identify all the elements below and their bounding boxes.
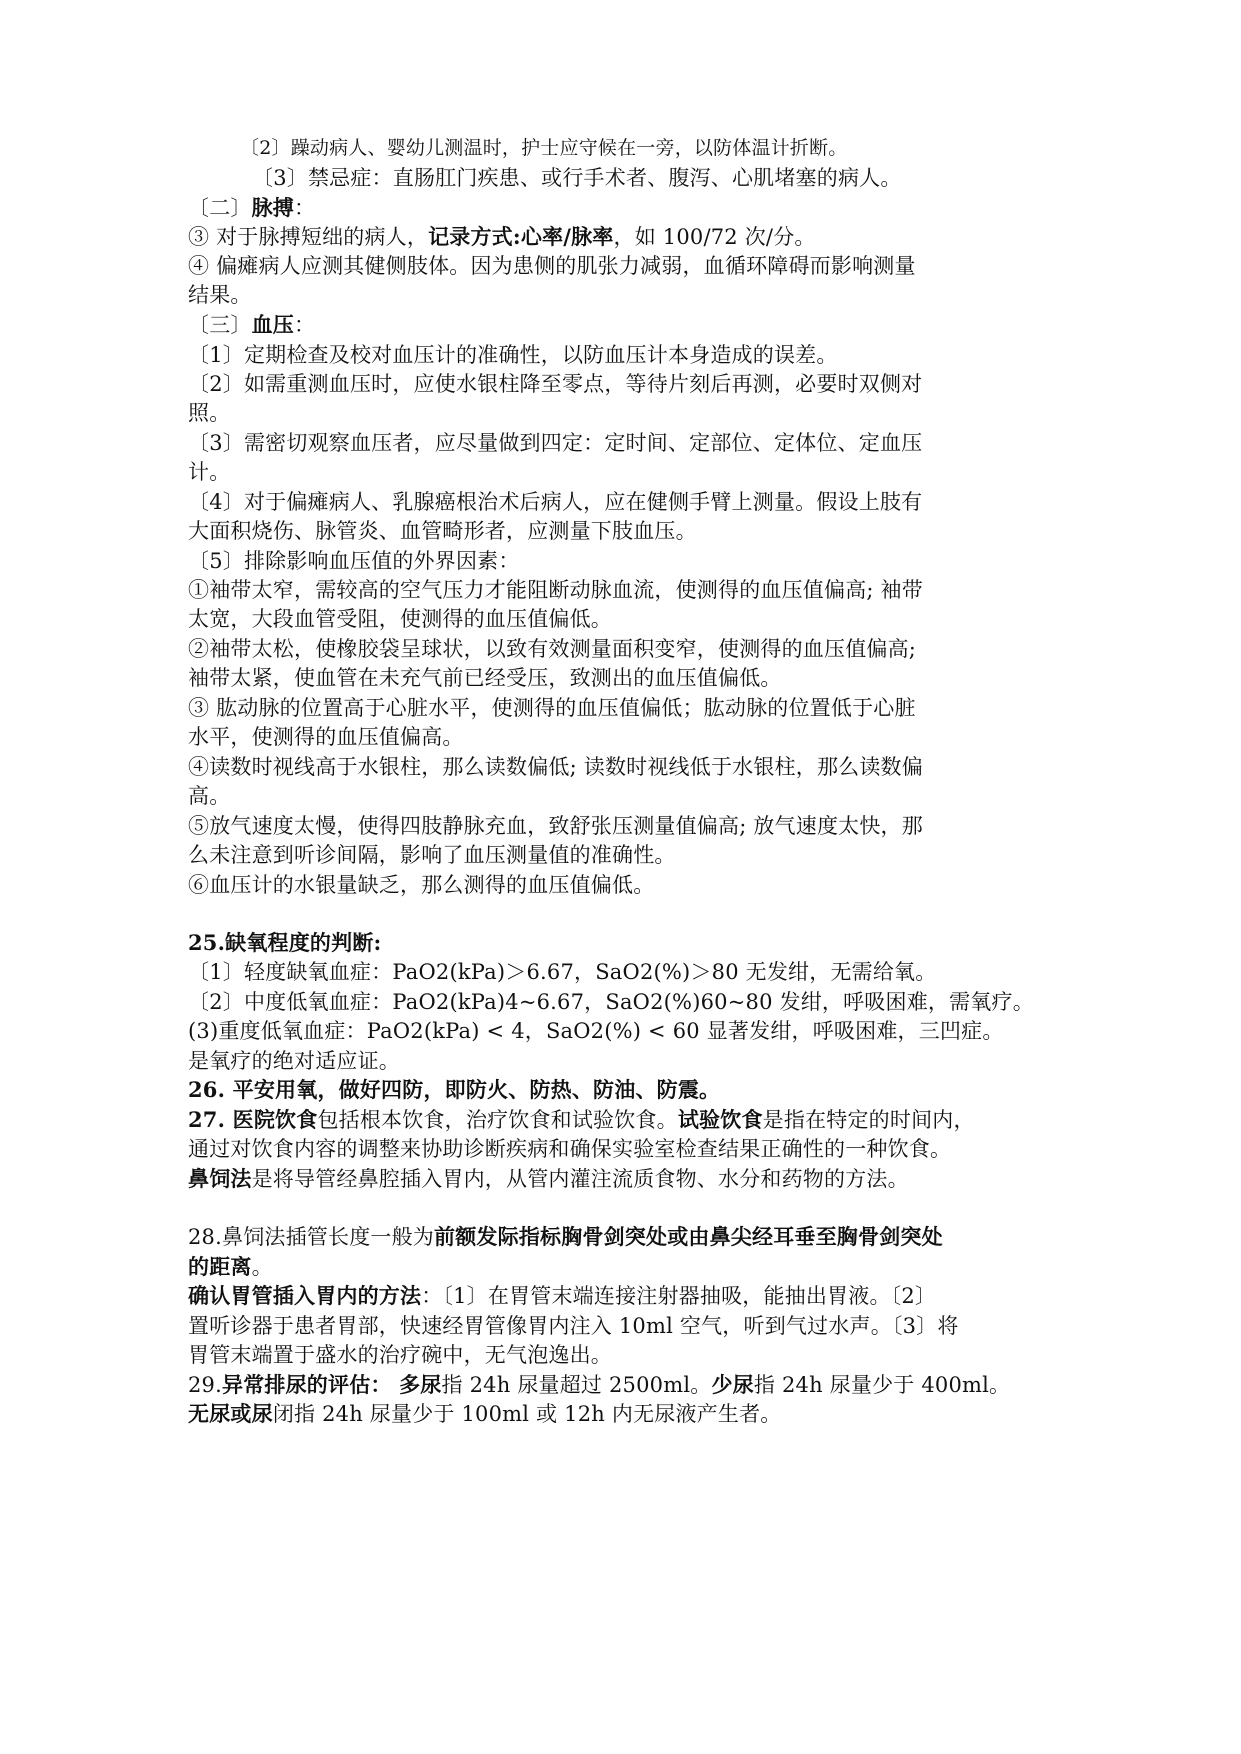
text: 包括根本饮食，治疗饮食和试验饮食。 (317, 1108, 678, 1132)
text: 水平，使测得的血压值偏高。 (188, 725, 464, 749)
bp-item-2-cont (188, 399, 230, 427)
bold-text: 鼻饲法 (188, 1166, 252, 1191)
bp-factor-5 (188, 812, 923, 840)
text: 袖带太紧，使血管在未充气前已经受压，致测出的血压值偏低。 (188, 666, 782, 690)
bp-factor-3 (188, 694, 916, 722)
bp-factor-2 (188, 635, 916, 663)
text: ： (294, 196, 316, 220)
bp-factor-5-cont (188, 841, 676, 869)
bp-factor-4 (188, 753, 923, 781)
hypoxia-severe-cont (188, 1047, 400, 1075)
pulse-item-4 (188, 252, 916, 280)
text: 〔2〕躁动病人、婴幼儿测温时，护士应守候在一旁，以防体温计折断。 (240, 137, 848, 159)
text: (3)重度低氧血症：PaO2(kPa) < 4，SaO2(%) < 60 显著发绀，呼吸困难，三凹症。 (188, 1019, 1004, 1043)
text: 置听诊器于患者胃部，快速经胃管像胃内注入 10ml 空气，听到气过水声。〔3〕将 (188, 1314, 959, 1338)
text: 么未注意到听诊间隔，影响了血压测量值的准确性。 (188, 843, 676, 867)
text: 〔2〕中度低氧血症：PaO2(kPa)4~6.67，SaO2(%)60~80 发绀，呼吸困难，需氧疗。 (188, 990, 1034, 1014)
text: 结果。 (188, 283, 252, 307)
section-pulse-heading (188, 194, 315, 222)
hypoxia-severe (188, 1017, 1004, 1045)
text: 〔3〕需密切观察血压者，应尽量做到四定：定时间、定部位、定体位、定血压 (188, 431, 923, 455)
bp-item-1 (188, 341, 838, 369)
bold-text: 无尿或尿 (188, 1401, 273, 1426)
section-bp-heading (188, 311, 315, 339)
bold-text: 少尿 (711, 1372, 754, 1397)
text: ②袖带太松，使橡胶袋呈球状，以致有效测量面积变窄，使测得的血压值偏高; (188, 637, 917, 661)
text: 〔5〕排除影响血压值的外界因素： (188, 549, 520, 573)
bold-text: 脉搏 (251, 195, 295, 220)
section-26 (188, 1076, 720, 1104)
nasal-feeding-def (188, 1165, 909, 1193)
temp-note-2 (240, 134, 848, 162)
pulse-item-4-cont (188, 281, 252, 309)
text: 指 24h 尿量超过 2500ml。 (441, 1373, 712, 1397)
text: ，如 100/72 次/分。 (613, 225, 816, 249)
bp-factor-4-cont (188, 782, 230, 810)
bold-text: 前额发际指标胸骨剑突处或由鼻尖经耳垂至胸骨剑突处 (434, 1224, 943, 1249)
text: ④ 偏瘫病人应测其健侧肢体。因为患侧的肌张力减弱，血循环障碍而影响测量 (188, 254, 916, 278)
text: ⑤放气速度太慢，使得四肢静脉充血，致舒张压测量值偏高; 放气速度太快，那 (188, 814, 923, 838)
bp-factor-2-cont (188, 664, 782, 692)
text: ①袖带太窄，需较高的空气压力才能阻断动脉血流，使测得的血压值偏高; 袖带 (188, 578, 923, 602)
tube-confirm-method-cont-2 (188, 1341, 612, 1369)
text: 是氧疗的绝对适应证。 (188, 1049, 400, 1073)
text: 〔三〕 (188, 313, 252, 337)
bp-item-2 (188, 370, 922, 398)
bp-item-4 (188, 488, 922, 516)
text: 闭指 24h 尿量少于 100ml 或 12h 内无尿液产生者。 (272, 1402, 782, 1426)
section-27 (188, 1106, 975, 1134)
text: 高。 (188, 784, 231, 808)
tube-confirm-method-cont-1 (188, 1312, 959, 1340)
text: 〔4〕对于偏瘫病人、乳腺癌根治术后病人，应在健侧手臂上测量。假设上肢有 (188, 490, 923, 514)
text: 是将导管经鼻腔插入胃内，从管内灌注流质食物、水分和药物的方法。 (251, 1167, 909, 1191)
section-25-heading (188, 929, 382, 957)
hypoxia-moderate (188, 988, 1034, 1016)
bold-text: 的距离 (188, 1254, 252, 1279)
text: 〔二〕 (188, 196, 252, 220)
temp-note-3 (252, 164, 902, 192)
bold-text: 记录方式:心率/脉率 (428, 224, 614, 249)
pulse-item-3 (188, 223, 816, 251)
bold-text: 27. 医院饮食 (188, 1107, 318, 1132)
bp-item-4-cont (188, 517, 697, 545)
bold-text: 异常排尿的评估： 多尿 (222, 1372, 442, 1397)
bp-factor-3-cont (188, 723, 464, 751)
text: 29. (188, 1373, 222, 1397)
bp-item-3-cont (188, 458, 230, 486)
text: ④读数时视线高于水银柱，那么读数偏低; 读数时视线低于水银柱，那么读数偏 (188, 755, 923, 779)
text: 指 24h 尿量少于 400ml。 (753, 1373, 1011, 1397)
text: 〔3〕禁忌症：直肠肛门疾患、或行手术者、腹泻、心肌堵塞的病人。 (252, 166, 902, 190)
text: 是指在特定的时间内， (762, 1108, 975, 1132)
section-28-cont (188, 1253, 273, 1281)
text: ： (294, 313, 316, 337)
text: 25.缺氧程度的判断: (188, 930, 382, 955)
text: 。 (251, 1255, 273, 1279)
text: ③ 肱动脉的位置高于心脏水平，使测得的血压值偏低；肱动脉的位置低于心脏 (188, 696, 916, 720)
text: 26. 平安用氧，做好四防，即防火、防热、防油、防震。 (188, 1077, 721, 1102)
tube-confirm-method (188, 1282, 936, 1310)
bold-text: 确认胃管插入胃内的方法 (188, 1283, 422, 1308)
bp-factor-1-cont (188, 605, 612, 633)
hypoxia-mild (188, 958, 936, 986)
text: ：〔1〕在胃管末端连接注射器抽吸，能抽出胃液。〔2〕 (421, 1284, 937, 1308)
section-27-cont (188, 1135, 951, 1163)
text: 〔2〕如需重测血压时，应使水银柱降至零点，等待片刻后再测，必要时双侧对 (188, 372, 923, 396)
text: 胃管末端置于盛水的治疗碗中，无气泡逸出。 (188, 1343, 612, 1367)
text: 28.鼻饲法插管长度一般为 (188, 1225, 434, 1249)
bold-text: 试验饮食 (677, 1107, 763, 1132)
section-29 (188, 1371, 1010, 1399)
text: ③ 对于脉搏短绌的病人， (188, 225, 429, 249)
text: 〔1〕定期检查及校对血压计的准确性，以防血压计本身造成的误差。 (188, 343, 838, 367)
text: 大面积烧伤、脉管炎、血管畸形者，应测量下肢血压。 (188, 519, 697, 543)
text: 通过对饮食内容的调整来协助诊断疾病和确保实验室检查结果正确性的一种饮食。 (188, 1137, 952, 1161)
section-29-cont (188, 1400, 781, 1428)
text: 〔1〕轻度缺氧血症：PaO2(kPa)＞6.67，SaO2(%)＞80 无发绀，无需给氧。 (188, 960, 937, 984)
bp-item-3 (188, 429, 922, 457)
text: ⑥血压计的水银量缺乏，那么测得的血压值偏低。 (188, 873, 655, 897)
text: 照。 (188, 401, 231, 425)
bp-factor-1 (188, 576, 923, 604)
text: 计。 (188, 460, 231, 484)
bp-item-5 (188, 547, 520, 575)
text: 太宽，大段血管受阻，使测得的血压值偏低。 (188, 607, 612, 631)
bold-text: 血压 (251, 312, 295, 337)
section-28 (188, 1223, 943, 1251)
bp-factor-6 (188, 871, 654, 899)
